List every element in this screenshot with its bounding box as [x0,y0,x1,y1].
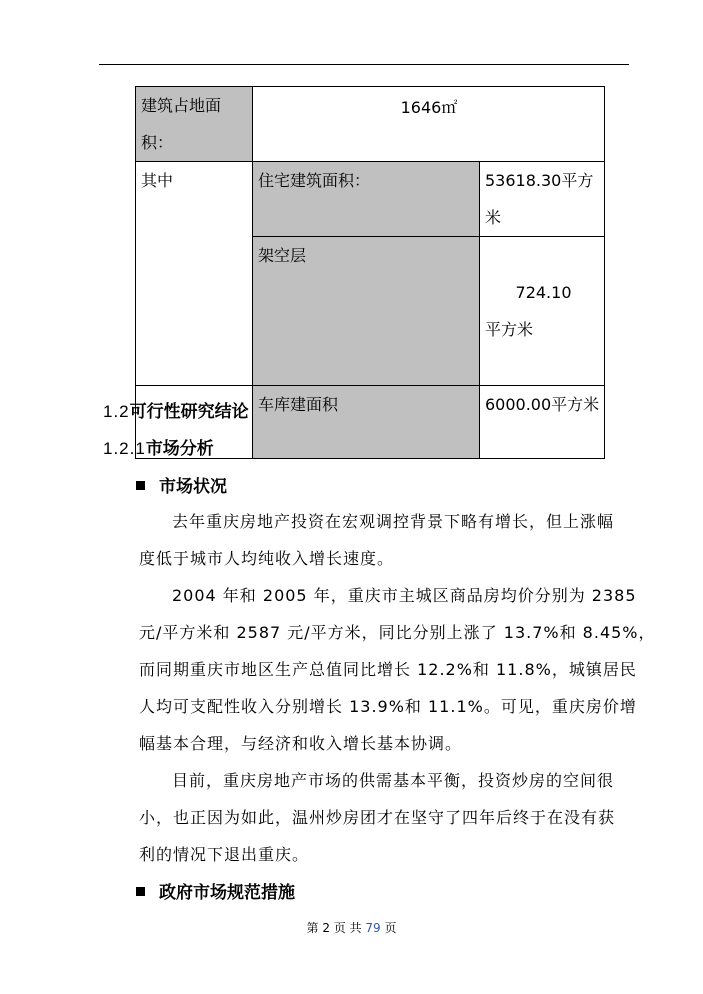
cell-residential-area-label [253,162,480,237]
total-page-number: 79 [365,921,381,935]
cell-stilt-floor-value [480,237,605,386]
cell-text: 车库建面积 [258,395,339,414]
page-footer [0,919,703,936]
cell-garage-area-label [253,386,480,459]
paragraph-line: 2004 年和 2005 年，重庆市主城区商品房均价分别为 2385 [172,586,637,605]
paragraph-line: 度低于城市人均纯收入增长速度。 [139,549,395,568]
cell-text: 1646㎡ [400,98,458,117]
bullet-market-status [136,472,227,497]
cell-building-footprint-label [136,87,253,162]
cell-garage-area-value [480,386,605,459]
bullet-government-measures [136,878,295,903]
heading-number: 1.2.1 [103,439,146,458]
cell-stilt-floor-label [253,237,480,386]
cell-text: 724.10 平方米 [485,283,587,339]
heading-title: 可行性研究结论 [129,402,249,422]
square-bullet-icon [136,887,145,896]
paragraph-line: 去年重庆房地产投资在宏观调控背景下略有增长，但上涨幅 [172,512,615,531]
paragraph-line: 而同期重庆市地区生产总值同比增长 12.2%和 11.8%，城镇居民 [139,660,637,679]
current-page-number: 2 [322,921,330,935]
bullet-text: 政府市场规范措施 [159,883,295,903]
paragraph-2 [139,577,656,762]
heading-title: 市场分析 [145,439,214,459]
cell-text: 住宅建筑面积： [258,171,371,190]
footer-text: 页 [380,921,397,935]
heading-number: 1.2 [103,402,130,421]
cell-text: 建筑占地面积： [141,96,222,152]
footer-text: 第 [306,921,323,935]
cell-text: 其中 [141,171,174,190]
square-bullet-icon [136,481,145,490]
table-row [136,162,605,237]
table-row [136,87,605,162]
cell-text: 架空层 [258,246,307,265]
header-rule [99,64,629,65]
bullet-text: 市场状况 [159,477,227,497]
paragraph-line: 元/平方米和 2587 元/平方米，同比分别上涨了 13.7%和 8.45%， [139,623,656,642]
paragraph-1 [139,503,630,577]
cell-text: 53618.30平方米 [485,171,594,227]
footer-text: 页 共 [329,921,366,935]
cell-residential-area-value [480,162,605,237]
paragraph-line: 人均可支配性收入分别增长 13.9%和 11.1%。可见，重庆房价增 [139,697,637,716]
cell-among-label [136,162,253,386]
paragraph-line: 利的情况下退出重庆。 [139,845,310,864]
paragraph-3 [139,762,630,873]
paragraph-line: 目前，重庆房地产市场的供需基本平衡，投资炒房的空间很 [172,771,615,790]
heading-1-2 [103,397,249,422]
cell-building-footprint-value [253,87,605,162]
paragraph-line: 小，也正因为如此，温州炒房团才在坚守了四年后终于在没有获 [139,808,616,827]
heading-1-2-1 [103,434,214,459]
paragraph-line: 幅基本合理，与经济和收入增长基本协调。 [139,734,463,753]
cell-text: 6000.00平方米 [485,395,600,414]
